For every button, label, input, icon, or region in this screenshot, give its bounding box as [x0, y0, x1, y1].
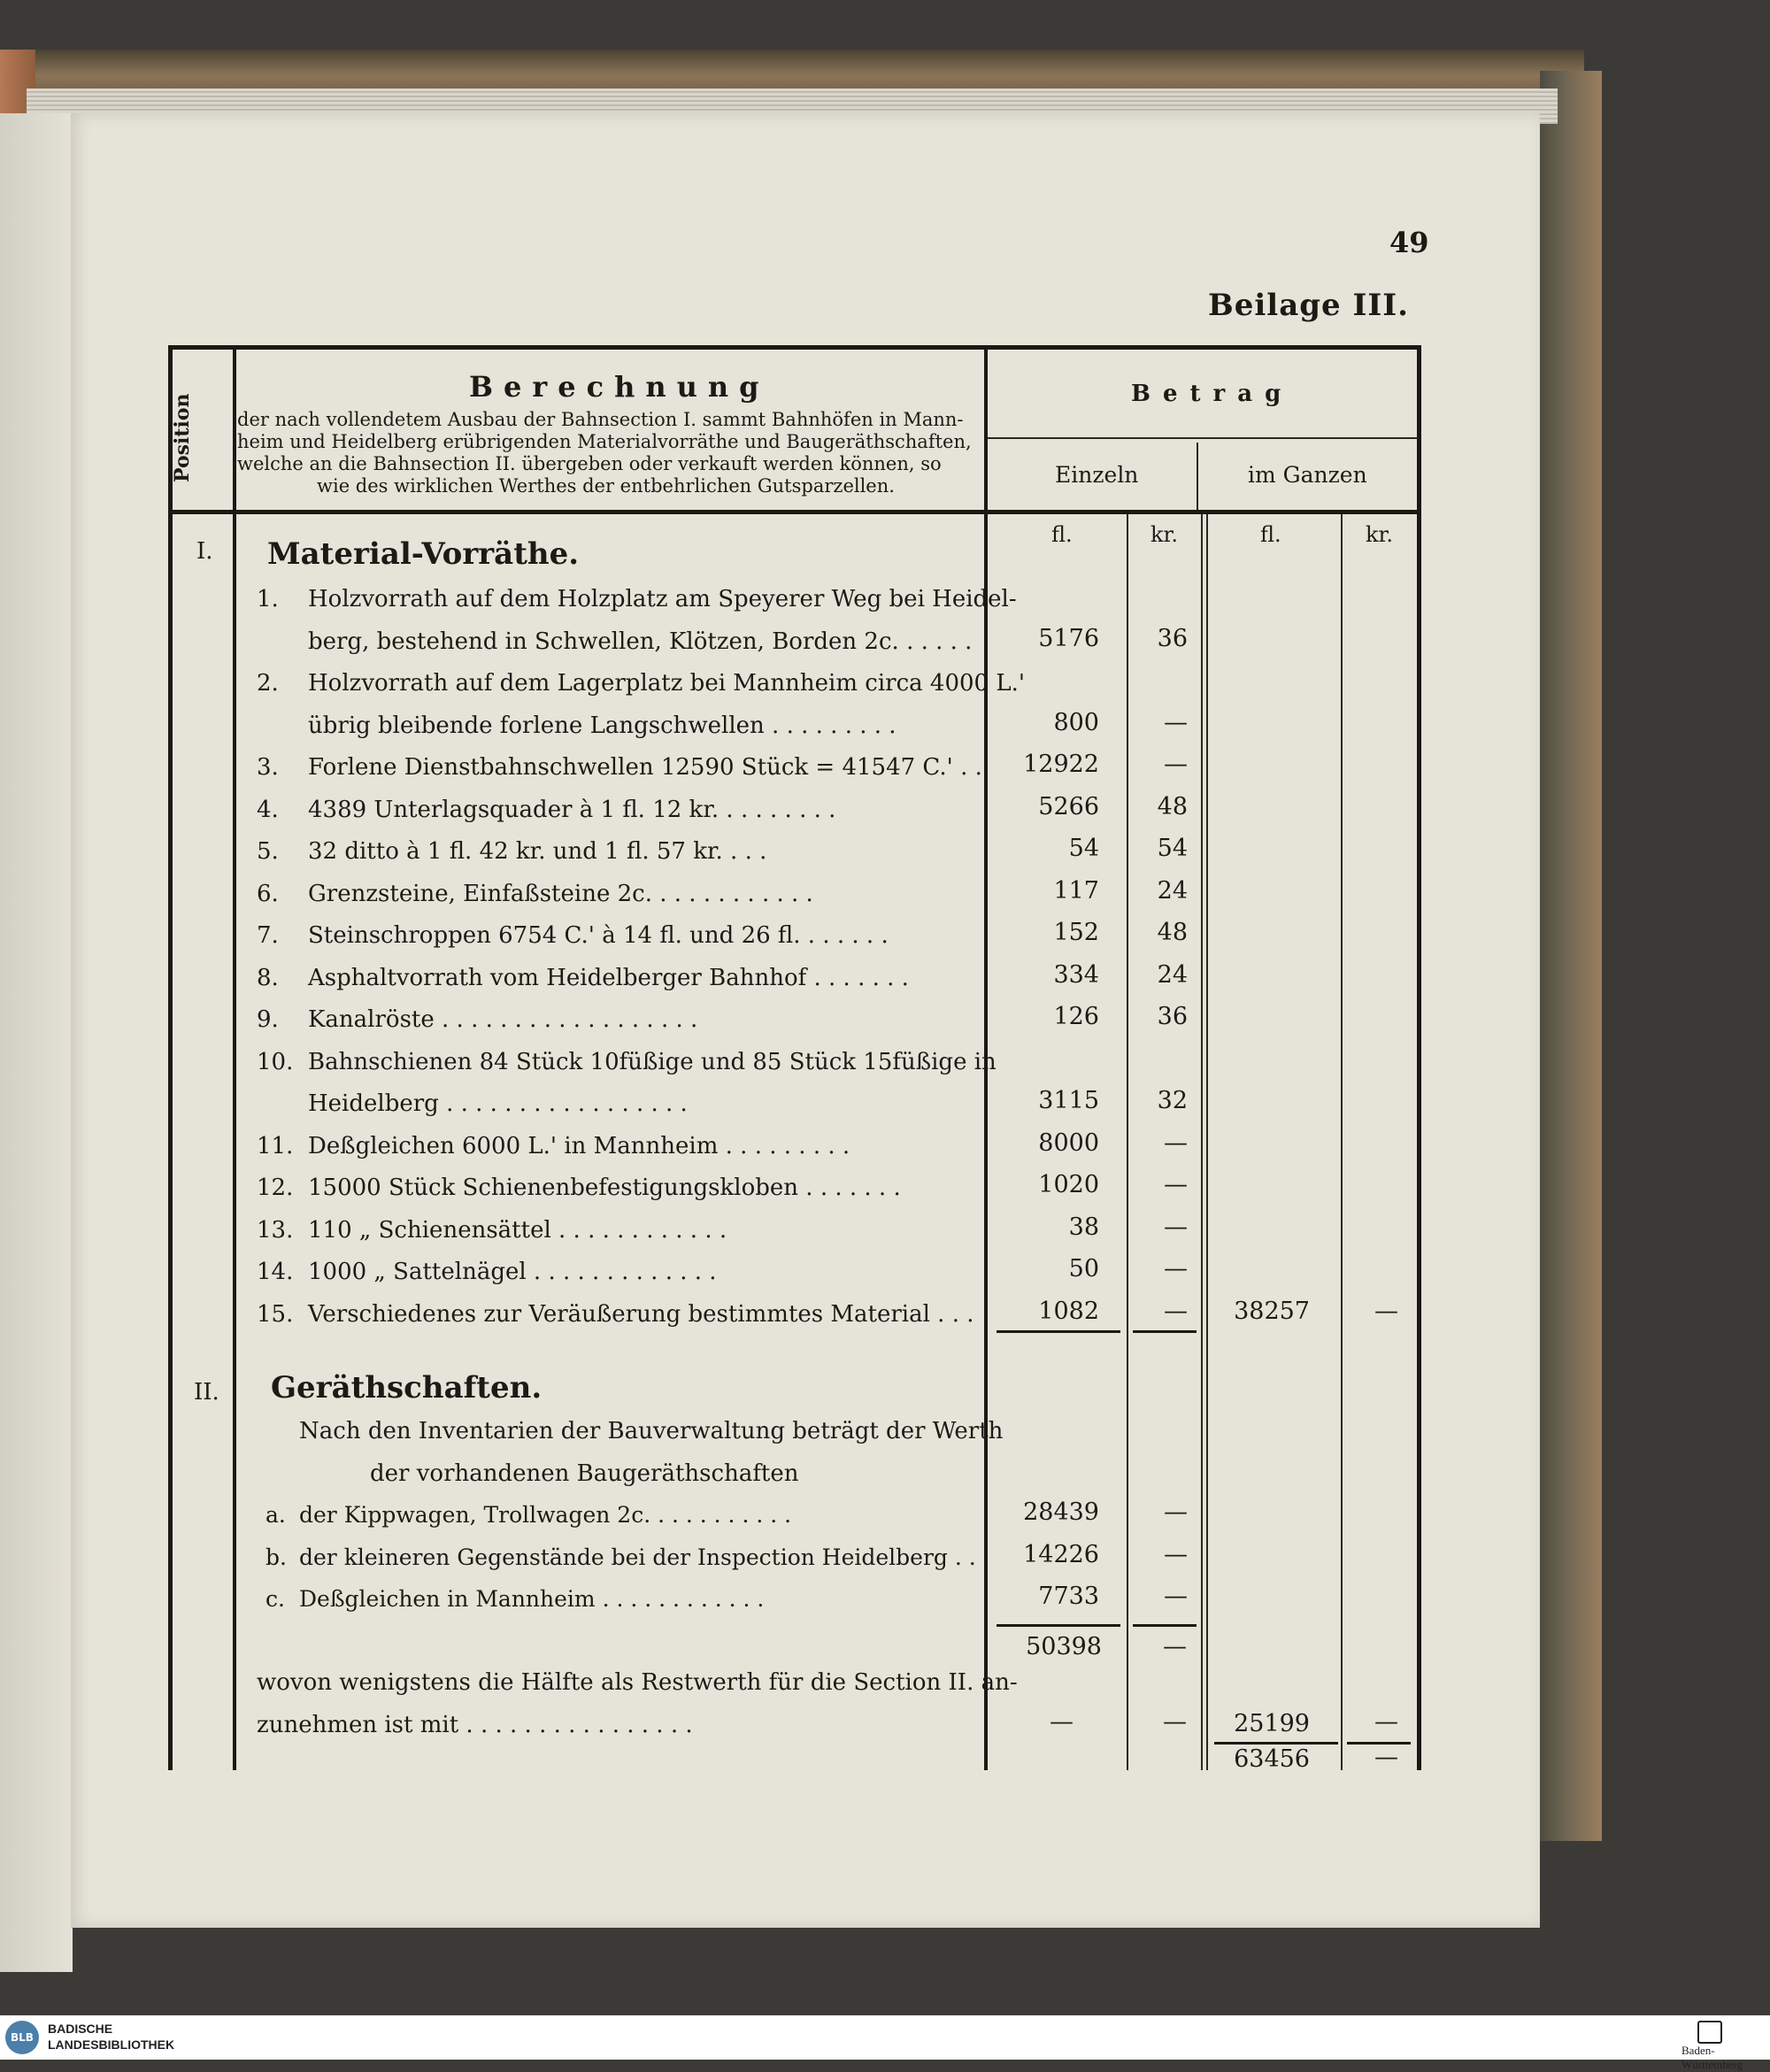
item-amount-kr: 32 [1157, 1087, 1188, 1114]
unit-fl-single: fl. [1051, 522, 1073, 547]
item-amount-fl: 8000 [1038, 1128, 1099, 1157]
item-amount-kr: 36 [1157, 624, 1188, 652]
item-text: Forlene Dienstbahnschwellen 12590 Stück = 41547 C.' . . [308, 754, 982, 781]
item-number: 6. [257, 880, 279, 907]
equipment-letter: a. [266, 1502, 286, 1528]
section-1-sum-rule-kr [1133, 1330, 1197, 1333]
amount-header: Betrag [1131, 381, 1294, 407]
section-2-half-fl-single: — [1050, 1708, 1074, 1736]
library-name-line-1: BADISCHE [48, 2022, 113, 2036]
item-amount-fl: 800 [1053, 708, 1099, 736]
item-text: übrig bleibende forlene Langschwellen . . . . . . . . . [308, 712, 897, 739]
item-number: 3. [257, 754, 279, 781]
table-top-border [168, 345, 1421, 350]
item-amount-fl: 5266 [1038, 792, 1099, 820]
position-column-divider [233, 345, 236, 1770]
item-number: 11. [257, 1132, 294, 1159]
description-line: heim und Heidelberg erübrigenden Materialvorräthe und Baugeräthschaften, [237, 431, 972, 452]
equipment-amount-fl: 7733 [1038, 1583, 1099, 1610]
item-line [257, 965, 909, 991]
item-amount-fl: 334 [1053, 960, 1099, 989]
item-number: 4. [257, 796, 279, 823]
section-1-sum-rule-fl [997, 1330, 1120, 1333]
item-number: 13. [257, 1216, 294, 1244]
item-amount-kr: — [1164, 1297, 1188, 1325]
item-number: 5. [257, 838, 279, 865]
item-number: 9. [257, 1006, 279, 1033]
item-line [257, 1301, 974, 1328]
item-amount-fl: 54 [1068, 835, 1099, 862]
section-2-number: II. [194, 1379, 219, 1406]
item-amount-fl: 3115 [1038, 1087, 1099, 1114]
item-number: 15. [257, 1300, 294, 1328]
item-line [257, 1049, 997, 1075]
table-right-border [1417, 345, 1421, 1770]
kr2-column-line [1341, 514, 1343, 1770]
item-amount-kr: 48 [1157, 919, 1188, 946]
equipment-amount-fl: 28439 [1023, 1498, 1099, 1526]
equipment-line [266, 1586, 764, 1612]
item-line [308, 628, 972, 655]
section-1-total-kr: — [1374, 1298, 1398, 1325]
item-amount-kr: — [1164, 1128, 1188, 1157]
description-line: der nach vollendetem Ausbau der Bahnsection I. sammt Bahnhöfen in Mann- [237, 409, 964, 430]
viewer-footer [0, 2015, 1770, 2060]
library-logo[interactable]: BLB [5, 2021, 39, 2054]
item-amount-kr: 48 [1157, 792, 1188, 820]
equipment-amount-fl: 14226 [1023, 1540, 1099, 1568]
item-amount-fl: 12922 [1023, 751, 1099, 778]
equipment-letter: c. [266, 1586, 285, 1612]
item-text: berg, bestehend in Schwellen, Klötzen, Borden 2c. . . . . . [308, 628, 973, 655]
description-line: welche an die Bahnsection II. übergeben oder verkauft werden können, so [237, 453, 942, 474]
item-text: 1000 „ Sattelnägel . . . . . . . . . . . . . [308, 1259, 717, 1285]
item-text: Verschiedenes zur Veräußerung bestimmtes Material . . . [308, 1300, 974, 1328]
section-1-title: Material-Vorräthe. [267, 536, 580, 572]
section-2-half-kr-single: — [1163, 1708, 1187, 1736]
grand-total-fl: 63456 [1234, 1745, 1310, 1773]
state-name: Baden-Württemberg [1682, 2044, 1743, 2071]
equipment-line [266, 1502, 791, 1528]
item-text: Asphaltvorrath vom Heidelberger Bahnhof . . . . . . . [308, 964, 909, 991]
item-line [308, 712, 897, 739]
item-line [257, 1175, 901, 1201]
item-text: Heidelberg . . . . . . . . . . . . . . . . . [308, 1090, 688, 1117]
item-number: 8. [257, 964, 279, 991]
item-line [257, 797, 835, 823]
item-amount-fl: 1020 [1038, 1171, 1099, 1198]
book-cover-right [1540, 71, 1602, 1841]
item-text: Deßgleichen 6000 L.' in Mannheim . . . . . . . . . [308, 1132, 850, 1159]
item-text: Bahnschienen 84 Stück 10füßige und 85 Stück 15füßige in [308, 1048, 997, 1075]
total-amount-header: im Ganzen [1248, 462, 1367, 488]
equipment-text: Deßgleichen in Mannheim . . . . . . . . . . . . [299, 1586, 765, 1612]
section-2-half-kr: — [1374, 1708, 1398, 1736]
item-line [257, 922, 889, 949]
table-description [237, 409, 982, 497]
section-2-half-line: zunehmen ist mit . . . . . . . . . . . . . . . . [257, 1712, 693, 1738]
item-text: Kanalröste . . . . . . . . . . . . . . . . . . [308, 1006, 698, 1033]
item-number: 2. [257, 670, 279, 697]
equipment-amount-kr: — [1164, 1540, 1188, 1568]
equipment-text: der Kippwagen, Trollwagen 2c. . . . . . . . . . . [299, 1502, 792, 1528]
section-2-intro-line: der vorhandenen Baugeräthschaften [370, 1460, 799, 1487]
item-amount-kr: — [1164, 751, 1188, 778]
section-2-sum-rule-kr [1133, 1624, 1197, 1627]
item-amount-kr: — [1164, 708, 1188, 736]
item-text: 15000 Stück Schienenbefestigungskloben . . . . . . . [308, 1175, 901, 1201]
item-line [257, 670, 1025, 697]
item-line [257, 586, 1017, 612]
equipment-line [266, 1544, 976, 1570]
item-amount-fl: 38 [1068, 1213, 1099, 1241]
state-coat-of-arms-icon [1697, 2021, 1722, 2044]
description-line: wie des wirklichen Werthes der entbehrlichen Gutsparzellen. [317, 475, 895, 497]
left-page-edge [0, 113, 73, 1972]
section-2-half-line: wovon wenigstens die Hälfte als Restwerth für die Section II. an- [257, 1669, 1018, 1696]
section-1-number: I. [196, 538, 213, 565]
item-text: 110 „ Schienensättel . . . . . . . . . . . . [308, 1216, 727, 1244]
section-2-sum-rule-fl [997, 1624, 1120, 1627]
kr1-column-line [1127, 514, 1128, 1770]
total-column-double-line-b [1206, 514, 1208, 1770]
amount-header-divider [988, 437, 1418, 439]
item-amount-kr: — [1164, 1171, 1188, 1198]
item-number: 12. [257, 1175, 294, 1201]
item-text: Holzvorrath auf dem Holzplatz am Speyerer Weg bei Heidel- [308, 586, 1017, 612]
item-line [257, 1006, 697, 1033]
page-number: 49 [1389, 226, 1429, 259]
item-text: Holzvorrath auf dem Lagerplatz bei Mannheim circa 4000 L.' [308, 670, 1026, 697]
item-text: Grenzsteine, Einfaßsteine 2c. . . . . . . . . . . . [308, 880, 813, 907]
item-text: 32 ditto à 1 fl. 42 kr. und 1 fl. 57 kr. . . . [308, 838, 767, 865]
item-number: 14. [257, 1259, 294, 1285]
unit-kr-single: kr. [1150, 522, 1179, 547]
unit-kr-total: kr. [1366, 522, 1394, 547]
total-column-double-line-a [1201, 514, 1203, 1770]
equipment-amount-kr: — [1164, 1583, 1188, 1610]
item-line [257, 1259, 717, 1285]
item-amount-kr: 24 [1157, 960, 1188, 989]
item-number: 10. [257, 1048, 294, 1075]
section-2-title: Geräthschaften. [271, 1370, 543, 1406]
single-amount-header: Einzeln [1055, 462, 1139, 488]
item-line [257, 754, 982, 781]
grand-total-kr: — [1374, 1744, 1398, 1771]
table-left-border [168, 345, 173, 1770]
item-line [257, 1133, 850, 1159]
item-amount-fl: 1082 [1038, 1297, 1099, 1325]
item-amount-kr: 54 [1157, 835, 1188, 862]
item-amount-fl: 152 [1053, 919, 1099, 946]
item-amount-fl: 126 [1053, 1003, 1099, 1030]
item-line [308, 1090, 688, 1117]
appendix-label: Beilage III. [1208, 288, 1410, 323]
section-2-subtotal-kr: — [1163, 1633, 1187, 1660]
table-header-bottom-border [168, 510, 1421, 514]
item-number: 1. [257, 586, 279, 612]
item-amount-fl: 50 [1068, 1255, 1099, 1282]
single-total-header-divider [1197, 443, 1198, 510]
item-amount-fl: 5176 [1038, 624, 1099, 652]
item-line [257, 881, 813, 907]
position-column-header: Position [171, 393, 194, 482]
equipment-amount-kr: — [1164, 1498, 1188, 1526]
grand-total-rule-fl [1214, 1742, 1338, 1745]
library-name-line-2: LANDESBIBLIOTHEK [48, 2037, 175, 2052]
section-2-intro-line: Nach den Inventarien der Bauverwaltung beträgt der Werth [299, 1418, 1004, 1444]
item-amount-kr: — [1164, 1255, 1188, 1282]
equipment-letter: b. [266, 1544, 287, 1570]
equipment-text: der kleineren Gegenstände bei der Inspection Heidelberg . . [299, 1544, 976, 1570]
item-line [257, 1217, 727, 1244]
section-2-subtotal-fl: 50398 [1026, 1633, 1102, 1660]
section-2-half-fl: 25199 [1234, 1710, 1310, 1737]
item-amount-kr: — [1164, 1213, 1188, 1241]
unit-fl-total: fl. [1260, 522, 1281, 547]
item-text: Steinschroppen 6754 C.' à 14 fl. und 26 fl. . . . . . . [308, 922, 889, 949]
item-amount-fl: 117 [1053, 876, 1099, 905]
table-title: Berechnung [469, 370, 770, 404]
section-1-total-fl: 38257 [1234, 1298, 1310, 1325]
item-amount-kr: 36 [1157, 1003, 1188, 1030]
item-text: 4389 Unterlagsquader à 1 fl. 12 kr. . . . . . . . . [308, 796, 836, 823]
item-line [257, 838, 766, 865]
item-number: 7. [257, 922, 279, 949]
item-amount-kr: 24 [1157, 876, 1188, 905]
